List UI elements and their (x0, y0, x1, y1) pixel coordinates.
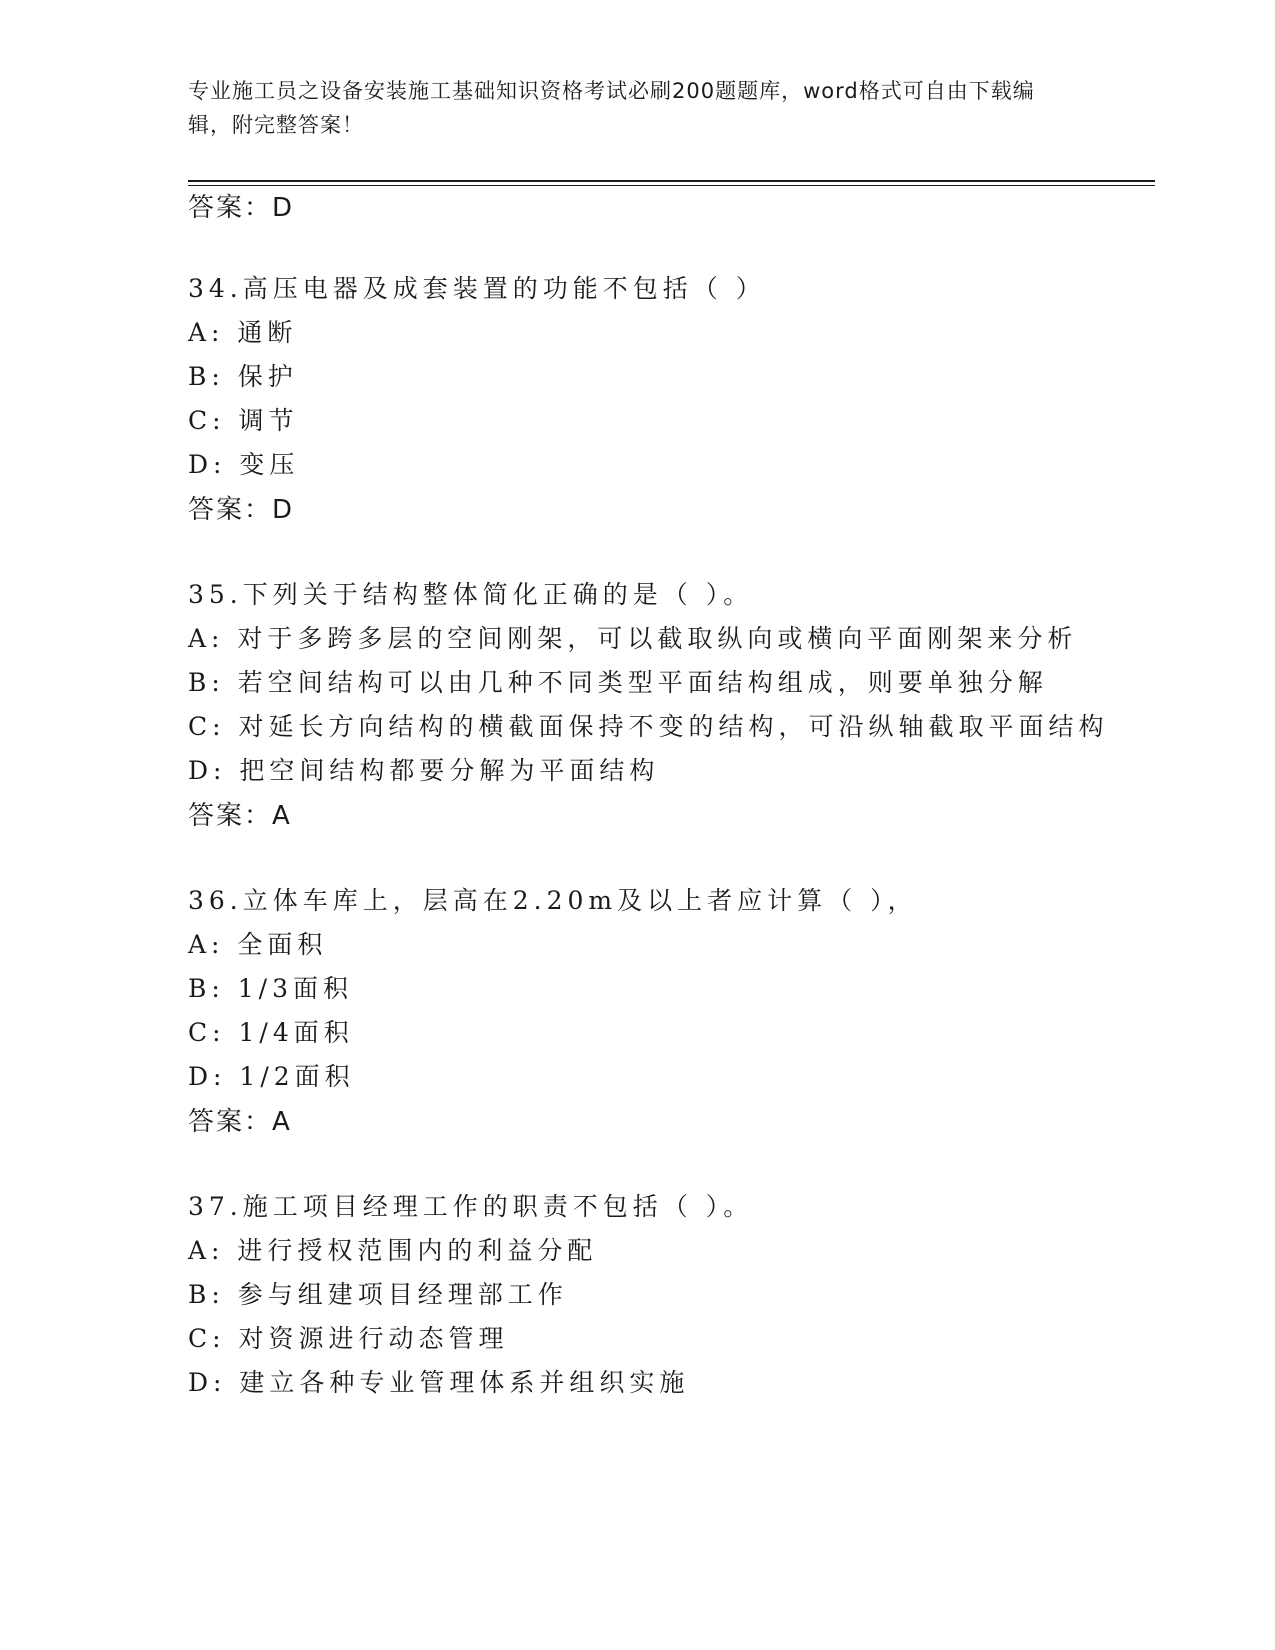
question-37-option-c: C: 对资源进行动态管理 (188, 1324, 509, 1353)
question-35-option-d: D: 把空间结构都要分解为平面结构 (188, 756, 660, 785)
question-37-option-d: D: 建立各种专业管理体系并组织实施 (188, 1368, 690, 1397)
header-divider-thick (188, 180, 1155, 182)
question-35-answer: 答案：A (188, 801, 292, 831)
document-header-text: 专业施工员之设备安装施工基础知识资格考试必刷200题题库，word格式可自由下载编辑，附完整答案！ (188, 79, 1035, 137)
question-34-stem: 34.高压电器及成套装置的功能不包括（ ） (188, 274, 766, 303)
question-36-stem: 36.立体车库上，层高在2.20m及以上者应计算（ ）， (188, 886, 918, 915)
question-35-option-c: C: 对延长方向结构的横截面保持不变的结构，可沿纵轴截取平面结构 (188, 712, 1109, 741)
question-35-option-b: B: 若空间结构可以由几种不同类型平面结构组成，则要单独分解 (188, 668, 1048, 697)
question-34-option-d: D: 变压 (188, 450, 300, 479)
question-37-option-b: B: 参与组建项目经理部工作 (188, 1280, 568, 1309)
question-34-option-c: C: 调节 (188, 406, 299, 435)
question-36-option-b: B: 1/3面积 (188, 974, 353, 1003)
question-37-stem: 37.施工项目经理工作的职责不包括（ ）。 (188, 1192, 754, 1221)
question-35-option-a: A: 对于多跨多层的空间刚架，可以截取纵向或横向平面刚架来分析 (188, 624, 1078, 653)
question-34-option-a: A: 通断 (188, 318, 298, 347)
question-37-option-a: A: 进行授权范围内的利益分配 (188, 1236, 598, 1265)
question-34-option-b: B: 保护 (188, 362, 298, 391)
question-36-option-c: C: 1/4面积 (188, 1018, 354, 1047)
header-divider-thin (188, 185, 1155, 186)
question-36-option-d: D: 1/2面积 (188, 1062, 355, 1091)
question-36-answer: 答案：A (188, 1107, 292, 1137)
question-35-stem: 35.下列关于结构整体简化正确的是（ ）。 (188, 580, 754, 609)
question-34-answer: 答案：D (188, 495, 295, 525)
answer-prev-question: 答案：D (188, 193, 295, 223)
question-36-option-a: A: 全面积 (188, 930, 328, 959)
